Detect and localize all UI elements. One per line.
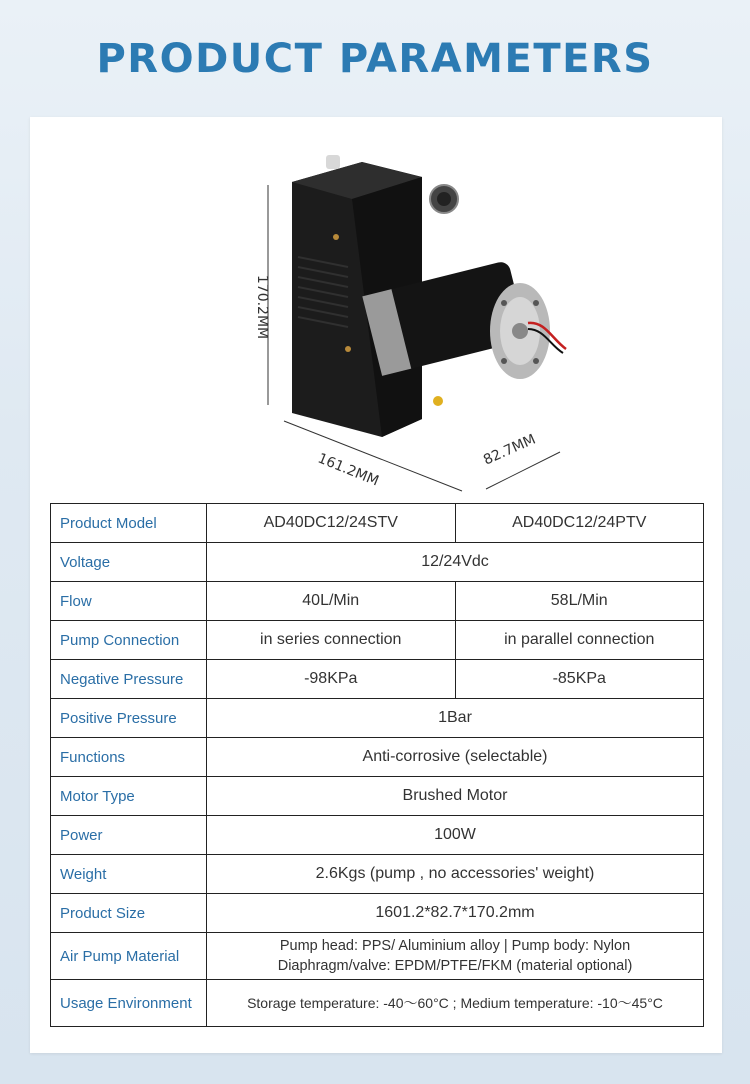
spec-table [50,503,704,1027]
inlet-fitting [326,155,340,169]
product-model-value-1: AD40DC12/24STV [207,504,456,543]
table-row [51,980,704,1027]
table-row [51,855,704,894]
row-label-power: Power [51,816,207,855]
row-label-functions: Functions [51,738,207,777]
pump-connection-value-2: in parallel connection [455,621,704,660]
table-row [51,504,704,543]
table-row [51,777,704,816]
air-pump-material-value [207,933,704,980]
row-label-weight: Weight [51,855,207,894]
width-dimension-label: 161.2MM [315,450,381,490]
row-label-usage-environment: Usage Environment [51,980,207,1027]
table-row [51,621,704,660]
pump-illustration [30,117,722,507]
row-label-voltage: Voltage [51,543,207,582]
negative-pressure-value-2: -85KPa [455,660,704,699]
flow-value-1: 40L/Min [207,582,456,621]
table-row [51,660,704,699]
row-label-pump-connection: Pump Connection [51,621,207,660]
product-model-value-2: AD40DC12/24PTV [455,504,704,543]
row-label-product-model: Product Model [51,504,207,543]
row-label-air-pump-material: Air Pump Material [51,933,207,980]
row-label-flow: Flow [51,582,207,621]
pump-connection-value-1: in series connection [207,621,456,660]
table-row [51,816,704,855]
row-label-positive-pressure: Positive Pressure [51,699,207,738]
table-row [51,543,704,582]
material-line-1: Pump head: PPS/ Aluminium alloy | Pump body: Nylon [279,938,631,954]
table-row [51,933,704,980]
parameters-card [30,117,722,1053]
material-line-2: Diaphragm/valve: EPDM/PTFE/FKM (material optional) [277,958,633,974]
weight-value: 2.6Kgs (pump , no accessories' weight) [207,855,704,894]
row-label-product-size: Product Size [51,894,207,933]
height-dimension-label: 170.2MM [254,274,271,340]
flow-value-2: 58L/Min [455,582,704,621]
motor-type-value: Brushed Motor [207,777,704,816]
table-row [51,699,704,738]
row-label-motor-type: Motor Type [51,777,207,816]
table-row [51,738,704,777]
voltage-value: 12/24Vdc [207,543,704,582]
functions-value: Anti-corrosive (selectable) [207,738,704,777]
usage-environment-value: Storage temperature: -40～60°C ; Medium temperature: -10～45°C [207,980,704,1027]
page-title: PRODUCT PARAMETERS [96,36,654,82]
table-row [51,894,704,933]
positive-pressure-value: 1Bar [207,699,704,738]
power-value: 100W [207,816,704,855]
depth-dimension-label: 82.7MM [481,431,539,469]
product-size-value: 1601.2*82.7*170.2mm [207,894,704,933]
table-row [51,582,704,621]
product-figure [30,117,722,507]
row-label-negative-pressure: Negative Pressure [51,660,207,699]
negative-pressure-value-1: -98KPa [207,660,456,699]
